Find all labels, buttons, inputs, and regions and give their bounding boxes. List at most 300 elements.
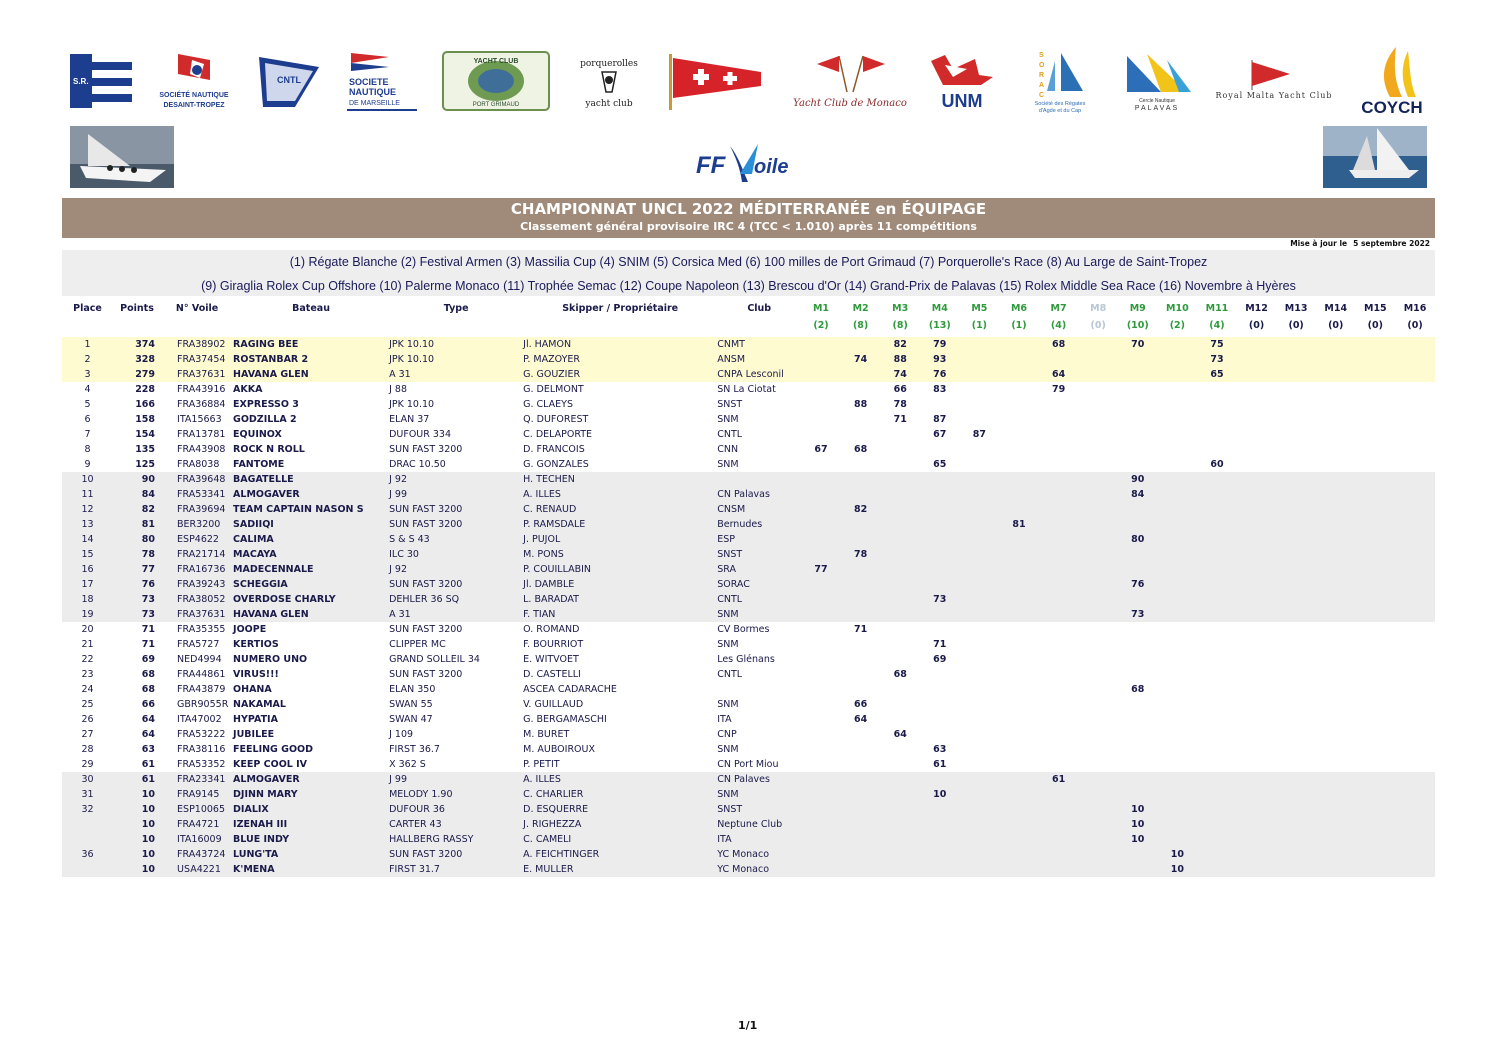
cell-race-score	[1356, 742, 1396, 757]
cell-points: 10	[113, 832, 161, 847]
cell-race-score: 73	[1118, 607, 1158, 622]
cell-race-score	[1039, 577, 1079, 592]
cell-race-score	[1158, 577, 1198, 592]
cell-boat: EQUINOX	[233, 429, 282, 440]
cell-race-score	[960, 607, 1000, 622]
update-label: Mise à jour le	[1290, 239, 1348, 248]
cell-race-score	[960, 712, 1000, 727]
table-row	[62, 667, 1435, 682]
cell-race-score	[960, 562, 1000, 577]
cell-race-score: 10	[1118, 817, 1158, 832]
cell-points: 73	[113, 592, 161, 607]
cell-sail: FRA39243	[161, 577, 233, 592]
table-row	[62, 532, 1435, 547]
table-row	[62, 517, 1435, 532]
cell-race-score	[1356, 862, 1396, 877]
cell-race-score	[880, 457, 920, 472]
cell-race-score	[1276, 442, 1316, 457]
cell-race-score	[880, 817, 920, 832]
ffvoile-logo	[696, 140, 806, 184]
cell-race-score	[1316, 577, 1356, 592]
cell-boat: FEELING GOOD	[233, 744, 313, 755]
cell-race-score	[920, 682, 960, 697]
cell-race-score	[1237, 607, 1277, 622]
table-row	[62, 607, 1435, 622]
cell-type: HALLBERG RASSY	[389, 832, 523, 847]
cell-race-score	[1395, 502, 1435, 517]
cell-race-score	[801, 802, 841, 817]
cell-club: CNSM	[717, 502, 801, 517]
logo-sorac	[1024, 46, 1096, 116]
cell-race-score	[1118, 652, 1158, 667]
table-row	[62, 562, 1435, 577]
cell-boat: SCHEGGIA	[233, 577, 389, 592]
cell-race-score	[1078, 802, 1118, 817]
cell-race-score	[841, 487, 881, 502]
cell-sail: FRA43908	[177, 444, 226, 455]
cell-race-score	[880, 532, 920, 547]
cell-race-score: 90	[1118, 472, 1158, 487]
cell-race-score: 10	[920, 787, 960, 802]
cell-place: 21	[81, 639, 94, 650]
svg-text:COYCH: COYCH	[1361, 98, 1423, 117]
cell-race-score	[1356, 757, 1396, 772]
cell-sail: FRA35355	[177, 624, 226, 635]
cell-race-score	[1197, 637, 1237, 652]
cell-race-score	[880, 487, 920, 502]
cell-race-score	[1356, 727, 1396, 742]
cell-sail: ITA16009	[161, 832, 233, 847]
cell-points: 73	[113, 607, 161, 622]
cell-place: 2	[62, 352, 113, 367]
cell-race-score: 70	[1118, 337, 1158, 352]
cell-race-score	[1039, 472, 1079, 487]
cell-race-score	[880, 832, 920, 847]
cell-race-score	[1276, 412, 1316, 427]
cell-boat: ROCK N ROLL	[233, 444, 305, 455]
cell-race-score	[920, 802, 960, 817]
table-row	[62, 847, 1435, 862]
cell-race-score	[1316, 862, 1356, 877]
col-points: Points	[120, 303, 154, 314]
cell-race-score	[1356, 397, 1396, 412]
cell-race-score	[841, 667, 881, 682]
cell-race-score	[999, 502, 1039, 517]
cell-race-score: 75	[1197, 337, 1237, 352]
cell-club: SNM	[717, 699, 739, 710]
cell-race-score	[1395, 682, 1435, 697]
cell-race-score	[1316, 502, 1356, 517]
cell-points: 78	[113, 547, 161, 562]
cell-race-score	[1395, 562, 1435, 577]
cell-race-score	[1158, 652, 1198, 667]
cell-club: SRA	[717, 562, 801, 577]
race-header: M7	[1050, 303, 1067, 314]
cell-type: GRAND SOLLEIL 34	[389, 654, 480, 665]
table-row	[62, 637, 1435, 652]
cell-type: SWAN 47	[389, 714, 433, 725]
title-banner	[62, 198, 1435, 238]
cell-race-score	[960, 682, 1000, 697]
cell-race-score	[1078, 457, 1118, 472]
cell-race-score	[999, 787, 1039, 802]
cell-race-score	[801, 502, 841, 517]
cell-sail: FRA36884	[177, 399, 226, 410]
cell-race-score	[1197, 787, 1237, 802]
cell-race-score: 93	[920, 352, 960, 367]
cell-race-score	[1237, 427, 1277, 442]
cell-race-score	[1276, 502, 1316, 517]
cell-race-score	[1118, 592, 1158, 607]
cell-race-score	[1158, 562, 1198, 577]
cell-race-score	[1276, 712, 1316, 727]
cell-type: FIRST 31.7	[389, 862, 523, 877]
cell-race-score	[1395, 517, 1435, 532]
logo-yc-monaco	[793, 46, 907, 116]
cell-race-score: 74	[880, 367, 920, 382]
cell-race-score	[1118, 847, 1158, 862]
cell-sail: FRA43879	[177, 684, 226, 695]
race-count: (0)	[1407, 320, 1423, 331]
standings-table	[62, 303, 1435, 877]
cell-race-score: 71	[933, 639, 947, 650]
cell-points: 64	[141, 714, 156, 725]
cell-race-score	[880, 652, 920, 667]
cell-race-score	[1356, 622, 1396, 637]
cell-race-score	[841, 592, 881, 607]
table-row	[62, 367, 1435, 382]
cell-race-score	[1158, 757, 1198, 772]
cell-race-score	[1039, 442, 1079, 457]
cell-boat: VIRUS!!!	[233, 669, 279, 680]
cell-race-score	[1078, 622, 1118, 637]
cell-race-score	[1039, 712, 1079, 727]
cell-skipper: F. TIAN	[523, 607, 717, 622]
cell-race-score	[1237, 862, 1277, 877]
cell-race-score	[1197, 652, 1237, 667]
cell-race-score	[1158, 472, 1198, 487]
cell-race-score	[1158, 637, 1198, 652]
cell-race-score	[1197, 757, 1237, 772]
cell-points: 158	[135, 414, 156, 425]
cell-place: 14	[62, 532, 113, 547]
cell-race-score	[1276, 757, 1316, 772]
cell-race-score	[1078, 562, 1118, 577]
cell-race-score	[1158, 712, 1198, 727]
cell-skipper: A. ILLES	[523, 772, 717, 787]
table-row	[62, 412, 1435, 427]
cell-race-score	[1237, 787, 1277, 802]
cell-race-score	[1158, 397, 1198, 412]
cell-race-score	[1395, 652, 1435, 667]
cell-skipper: ASCEA CADARACHE	[523, 684, 617, 695]
cell-place: 6	[84, 414, 91, 425]
cell-race-score	[841, 727, 881, 742]
cell-race-score: 64	[1039, 367, 1079, 382]
cell-boat: HYPATIA	[233, 714, 278, 725]
cell-sail: FRA39648	[161, 472, 233, 487]
cell-skipper: A. ILLES	[523, 487, 717, 502]
cell-race-score	[1197, 832, 1237, 847]
cell-race-score	[1276, 742, 1316, 757]
cell-race-score: 67	[933, 429, 947, 440]
cell-race-score	[1276, 832, 1316, 847]
cell-race-score	[1197, 442, 1237, 457]
cell-race-score	[841, 847, 881, 862]
cell-race-score: 73	[920, 592, 960, 607]
cell-sail: FRA9145	[161, 787, 233, 802]
cell-race-score	[1237, 802, 1277, 817]
cell-race-score	[1395, 352, 1435, 367]
cell-boat: OHANA	[233, 684, 272, 695]
cell-race-score	[801, 622, 841, 637]
cell-race-score: 65	[933, 459, 947, 470]
cell-race-score	[1078, 352, 1118, 367]
competitions-line-1: (1) Régate Blanche (2) Festival Armen (3) Massilia Cup (4) SNIM (5) Corsica Med (6) 100 milles de Port Grimaud (7) Porquerolle's Race (8) Au Large de Saint-Tropez	[289, 255, 1208, 269]
cell-race-score: 71	[893, 414, 907, 425]
cell-race-score	[1316, 427, 1356, 442]
cell-race-score: 88	[880, 352, 920, 367]
cell-race-score	[801, 352, 841, 367]
cell-sail: USA4221	[161, 862, 233, 877]
cell-race-score	[841, 757, 881, 772]
cell-points: 84	[113, 487, 161, 502]
table-row	[62, 772, 1435, 787]
cell-place: 20	[81, 624, 94, 635]
cell-race-score	[1356, 577, 1396, 592]
cell-place: 29	[81, 759, 94, 770]
cell-race-score	[1276, 772, 1316, 787]
cell-points: 10	[113, 862, 161, 877]
cell-race-score	[999, 487, 1039, 502]
club-logos-row	[68, 46, 1434, 120]
cell-race-score	[999, 337, 1039, 352]
cell-race-score	[1118, 517, 1158, 532]
cell-type: SUN FAST 3200	[389, 502, 523, 517]
cell-points: 76	[113, 577, 161, 592]
cell-race-score	[960, 742, 1000, 757]
cell-club: ITA	[717, 714, 732, 725]
cell-race-score	[1118, 757, 1158, 772]
cell-race-score	[960, 847, 1000, 862]
cell-race-score	[920, 397, 960, 412]
cell-race-score	[1395, 607, 1435, 622]
race-count: (4)	[1209, 320, 1225, 331]
cell-race-score	[1356, 457, 1396, 472]
cell-race-score	[1078, 607, 1118, 622]
cell-race-score	[880, 637, 920, 652]
cell-race-score: 87	[972, 429, 986, 440]
cell-race-score	[1078, 667, 1118, 682]
cell-type: DUFOUR 334	[389, 429, 452, 440]
cell-race-score	[1276, 637, 1316, 652]
race-header: M5	[971, 303, 988, 314]
cell-race-score	[880, 757, 920, 772]
cell-type: ILC 30	[389, 547, 523, 562]
cell-race-score	[1197, 607, 1237, 622]
cell-race-score	[1395, 442, 1435, 457]
cell-race-score	[1039, 667, 1079, 682]
cell-race-score	[1356, 517, 1396, 532]
cell-boat: BLUE INDY	[233, 832, 389, 847]
cell-race-score	[1078, 862, 1118, 877]
logo-royal-malta	[1212, 46, 1336, 116]
table-row	[62, 472, 1435, 487]
cell-place: 1	[62, 337, 113, 352]
cell-race-score	[1276, 337, 1316, 352]
cell-race-score	[1395, 412, 1435, 427]
cell-sail: FRA43724	[161, 847, 233, 862]
race-count: (1)	[971, 320, 988, 331]
cell-race-score: 76	[920, 367, 960, 382]
cell-race-score	[1316, 532, 1356, 547]
cell-race-score	[801, 457, 841, 472]
svg-text:A: A	[1039, 82, 1045, 89]
cell-boat: ROSTANBAR 2	[233, 352, 389, 367]
cell-race-score	[801, 652, 841, 667]
svg-text:NAUTIQUE: NAUTIQUE	[349, 87, 396, 97]
cell-race-score	[1395, 457, 1435, 472]
cell-race-score	[1197, 622, 1237, 637]
cell-sail: NED4994	[177, 654, 222, 665]
cell-race-score	[1237, 652, 1277, 667]
cell-points: 81	[113, 517, 161, 532]
cell-race-score	[1118, 502, 1158, 517]
cell-race-score	[880, 802, 920, 817]
cell-skipper: G. GONZALES	[523, 459, 589, 470]
cell-race-score: 66	[853, 699, 868, 710]
cell-boat: K'MENA	[233, 862, 389, 877]
cell-race-score: 78	[841, 547, 881, 562]
cell-race-score	[999, 757, 1039, 772]
cell-race-score	[1197, 682, 1237, 697]
cell-race-score	[1197, 412, 1237, 427]
cell-race-score	[1197, 802, 1237, 817]
race-count: (0)	[1367, 320, 1383, 331]
cell-race-score	[1237, 337, 1277, 352]
cell-boat: HAVANA GLEN	[233, 367, 389, 382]
cell-race-score	[999, 367, 1039, 382]
cell-race-score	[1078, 772, 1118, 787]
cell-type: SUN FAST 3200	[389, 577, 523, 592]
cell-race-score	[960, 337, 1000, 352]
table-row	[62, 682, 1435, 697]
race-header: M14	[1324, 303, 1348, 314]
page-subtitle: Classement général provisoire IRC 4 (TCC < 1.010) après 11 compétitions	[520, 220, 977, 233]
cell-race-score	[1276, 487, 1316, 502]
cell-race-score	[1197, 472, 1237, 487]
cell-points: 10	[113, 787, 161, 802]
race-header: M9	[1129, 303, 1146, 314]
cell-race-score	[841, 367, 881, 382]
cell-race-score	[1276, 562, 1316, 577]
cell-race-score	[1158, 547, 1198, 562]
cell-race-score	[1237, 712, 1277, 727]
cell-race-score	[1039, 517, 1079, 532]
cell-race-score	[1356, 487, 1396, 502]
cell-race-score	[960, 802, 1000, 817]
cell-skipper: M. AUBOIROUX	[523, 744, 595, 755]
cell-race-score	[1118, 562, 1158, 577]
cell-race-score	[960, 772, 1000, 787]
cell-race-score	[1316, 727, 1356, 742]
cell-boat: MACAYA	[233, 547, 389, 562]
cell-race-score	[999, 382, 1039, 397]
cell-race-score	[1237, 817, 1277, 832]
cell-race-score	[801, 772, 841, 787]
cell-race-score	[1237, 352, 1277, 367]
cell-race-score	[1158, 427, 1198, 442]
cell-boat: DIALIX	[233, 802, 389, 817]
cell-race-score	[880, 862, 920, 877]
cell-race-score	[1276, 397, 1316, 412]
cell-place: 25	[81, 699, 94, 710]
logo-sr-antibes	[68, 46, 134, 116]
cell-race-score	[1356, 682, 1396, 697]
cell-race-score	[841, 742, 881, 757]
cell-race-score	[1158, 412, 1198, 427]
cell-race-score	[841, 577, 881, 592]
race-count: (13)	[928, 320, 951, 331]
cell-race-score	[1078, 637, 1118, 652]
cell-race-score	[960, 832, 1000, 847]
race-count: (4)	[1050, 320, 1067, 331]
cell-race-score	[1078, 382, 1118, 397]
race-header: M4	[931, 303, 948, 314]
cell-type: A 31	[389, 607, 523, 622]
cell-race-score	[920, 532, 960, 547]
cell-boat: KERTIOS	[233, 639, 279, 650]
cell-race-score	[1395, 712, 1435, 727]
cell-skipper: C. RENAUD	[523, 502, 717, 517]
cell-race-score: 73	[1197, 352, 1237, 367]
cell-race-score	[880, 592, 920, 607]
cell-race-score	[1356, 502, 1396, 517]
cell-race-score	[999, 682, 1039, 697]
cell-type: SWAN 55	[389, 699, 433, 710]
cell-type: A 31	[389, 367, 523, 382]
cell-race-score: 77	[801, 562, 841, 577]
cell-race-score	[960, 787, 1000, 802]
cell-sail: FRA16736	[161, 562, 233, 577]
cell-race-score	[841, 817, 881, 832]
cell-race-score	[1158, 592, 1198, 607]
cell-race-score	[1237, 847, 1277, 862]
cell-points: 71	[141, 624, 156, 635]
svg-text:yacht club: yacht club	[585, 99, 633, 109]
cell-sail: FRA44861	[177, 669, 226, 680]
cell-place: 11	[62, 487, 113, 502]
cell-type: FIRST 36.7	[389, 744, 440, 755]
cell-sail: FRA43916	[177, 384, 226, 395]
cell-race-score	[1237, 682, 1277, 697]
cell-place: 23	[81, 669, 94, 680]
cell-race-score	[1316, 412, 1356, 427]
cell-race-score	[960, 667, 1000, 682]
cell-race-score	[1118, 427, 1158, 442]
cell-place	[62, 817, 113, 832]
cell-race-score	[1316, 457, 1356, 472]
cell-race-score	[1078, 832, 1118, 847]
cell-race-score	[1158, 607, 1198, 622]
cell-club: SNM	[717, 787, 801, 802]
cell-club: CN Palavas	[717, 487, 801, 502]
cell-place: 16	[62, 562, 113, 577]
table-row	[62, 547, 1435, 562]
cell-race-score	[1395, 427, 1435, 442]
cell-race-score	[960, 817, 1000, 832]
cell-race-score	[880, 787, 920, 802]
